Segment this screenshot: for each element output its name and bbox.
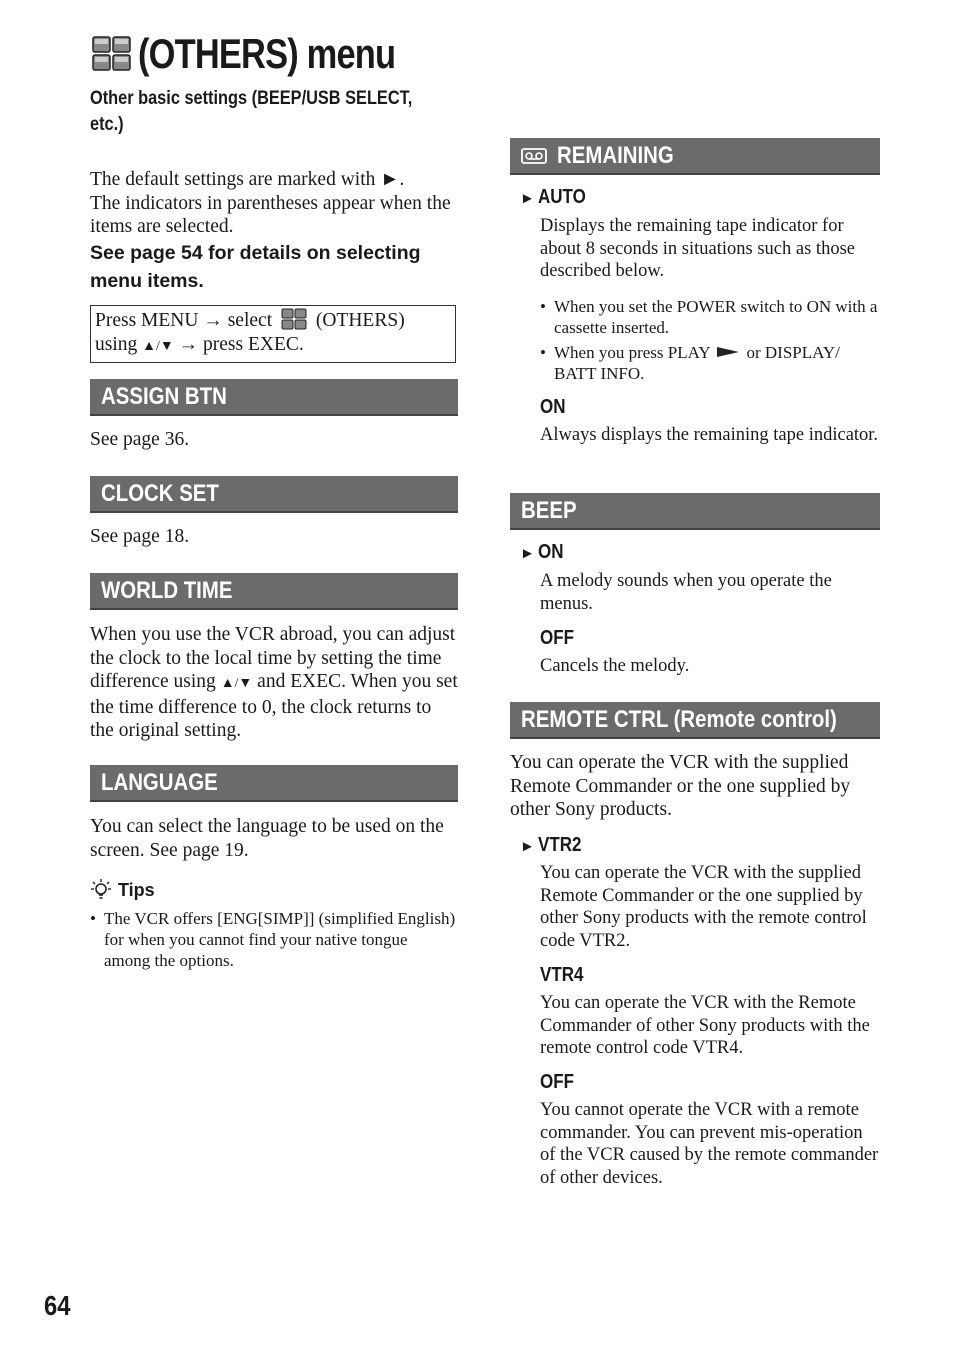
remote-vtr4-option: VTR4 [540,964,584,986]
page-number: 64 [44,1290,71,1321]
beep-off-desc: Cancels the melody. [540,656,690,676]
remaining-on-option: ON [540,396,566,418]
beep-off-option: OFF [540,627,574,649]
intro-block [90,168,458,295]
tips-list [90,908,456,975]
beep-on-option: ► ON [520,541,564,563]
clock-set-heading: CLOCK SET [90,476,458,513]
remote-ctrl-heading: REMOTE CTRL (Remote control) [510,702,880,739]
arrow-right-icon: → [203,310,223,331]
up-down-icon: ▲/▼ [142,339,174,354]
beep-on-desc: A melody sounds when you operate the menus. [540,571,832,614]
default-marker-icon: ► [520,838,535,855]
remote-vtr2-option: ► VTR2 [520,834,582,856]
see-page-note: See page 54 for details on selecting menu items. [90,241,421,292]
beep-heading: BEEP [510,493,880,530]
arrow-right-icon: → [178,334,199,355]
clock-set-body: See page 18. [90,526,190,547]
remote-vtr4-desc: You can operate the VCR with the Remote Commander of other Sony products with the remote control code VTR4. [540,993,870,1058]
others-menu-icon [92,36,132,72]
list-item: • When you press PLAY or DISPLAY/ BATT INFO. [540,342,878,384]
indicator-note: The indicators in parentheses appear when the items are selected. [90,192,451,237]
page-title [92,30,452,78]
default-marker-icon: ► [520,545,535,562]
remote-intro: You can operate the VCR with the supplied Remote Commander or the one supplied by other Sony products. [510,752,851,820]
world-time-heading: WORLD TIME [90,573,458,610]
title-text: (OTHERS) menu [138,30,396,77]
list-item: • The VCR offers [ENG[SIMP]] (simplified English) for when you cannot find your native tongue among the options. [90,908,456,971]
default-marker-icon: ► [520,190,535,207]
remaining-on-desc: Always displays the remaining tape indicator. [540,425,879,445]
play-icon [716,346,740,358]
world-time-body: When you use the VCR abroad, you can adjust the clock to the local time by setting the time difference using ▲/▼ and EXEC. When you set the time difference to 0, the clock returns to the original setting. [90,624,458,741]
remaining-bullets [540,296,878,388]
up-down-icon: ▲/▼ [220,676,253,691]
remote-off-option: OFF [540,1071,574,1093]
list-item: • When you set the POWER switch to ON with a cassette inserted. [540,296,878,338]
cassette-icon [521,148,547,164]
language-body: You can select the language to be used on the screen. See page 19. [90,816,444,861]
default-note: The default settings are marked with ►. [90,169,405,190]
language-heading: LANGUAGE [90,765,458,802]
page-subtitle: Other basic settings (BEEP/USB SELECT, etc.) [90,88,413,135]
others-menu-icon [281,308,307,330]
assign-btn-body: See page 36. [90,429,190,450]
remote-off-desc: You cannot operate the VCR with a remote commander. You can prevent mis-operation of the VCR caused by the remote commander of other devices. [540,1100,879,1188]
remaining-heading: REMAINING [510,138,880,175]
remote-vtr2-desc: You can operate the VCR with the supplied Remote Commander or the one supplied by other Sony products with the remote control code VTR2. [540,863,867,951]
instruction-box: Press MENU → select (OTHERS) using ▲/▼ → press EXEC. [90,305,456,363]
tips-heading: Tips [90,878,155,902]
remaining-auto-option: ► AUTO [520,186,586,208]
remaining-auto-desc: Displays the remaining tape indicator for about 8 seconds in situations such as those described below. [540,216,855,281]
assign-btn-heading: ASSIGN BTN [90,379,458,416]
lightbulb-icon [90,878,112,902]
